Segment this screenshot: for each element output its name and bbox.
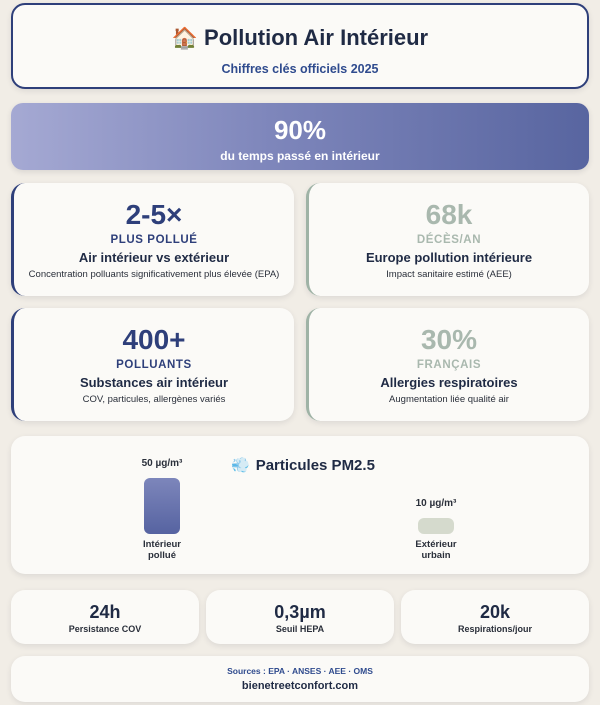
footer-site-link[interactable]: bienetreetconfort.com — [241, 680, 359, 692]
header-card — [11, 3, 589, 89]
stat-title: Allergies respiratoires — [380, 375, 518, 390]
stat-title: Europe pollution intérieure — [365, 250, 533, 265]
pm25-title — [231, 456, 375, 474]
banner-label: du temps passé en intérieur — [220, 149, 380, 163]
pm-bar-value-label: 50 µg/m³ — [141, 458, 183, 469]
stat-unit: POLLUANTS — [116, 359, 192, 371]
stat-value: 68k — [425, 199, 473, 230]
pm-bar-label — [386, 539, 486, 561]
pm25-card — [11, 436, 589, 574]
mini-stat-value: 20k — [479, 602, 511, 622]
stat-card-pollution-ratio — [11, 183, 294, 296]
stat-value: 30% — [420, 324, 478, 355]
pm-bar-label-line: pollué — [148, 550, 176, 561]
banner-value: 90% — [273, 115, 327, 145]
footer-card — [11, 656, 589, 702]
wind-icon: 💨 — [231, 457, 250, 474]
pm-bar-indoor — [144, 478, 180, 534]
stat-title: Substances air intérieur — [79, 375, 229, 390]
pm-bar-label-line: urbain — [421, 550, 451, 561]
pm-bar-label-line: Extérieur — [415, 539, 457, 550]
mini-stat-breaths — [401, 590, 589, 644]
mini-stat-voc — [11, 590, 199, 644]
stat-description: Augmentation liée qualité air — [389, 394, 509, 405]
stat-description: Concentration polluants significativement plus élevée (EPA) — [28, 269, 280, 280]
pm-bar-value-label: 10 µg/m³ — [415, 498, 457, 509]
pm-bar-label-line: Intérieur — [142, 539, 181, 550]
stat-value: 400+ — [122, 324, 186, 355]
page-subtitle: Chiffres clés officiels 2025 — [221, 62, 379, 76]
stat-title: Air intérieur vs extérieur — [78, 250, 230, 265]
mini-stat-label: Respirations/jour — [457, 624, 532, 634]
time-indoors-banner — [11, 103, 589, 170]
mini-stat-hepa — [206, 590, 394, 644]
stat-card-pollutants — [11, 308, 294, 421]
stat-unit: FRANÇAIS — [416, 359, 482, 371]
stat-unit: PLUS POLLUÉ — [110, 234, 198, 246]
stat-unit: DÉCÈS/AN — [416, 234, 482, 246]
stat-card-allergies — [306, 308, 589, 421]
house-icon: 🏠 — [171, 27, 199, 50]
stat-card-deaths — [306, 183, 589, 296]
page-title — [13, 25, 587, 51]
pm-bar-outdoor — [418, 518, 454, 534]
mini-stat-value: 0,3µm — [274, 602, 326, 622]
mini-stat-label: Persistance COV — [68, 624, 142, 634]
pm-bar-label — [112, 539, 212, 561]
stat-description: COV, particules, allergènes variés — [82, 394, 226, 405]
mini-stat-label: Seuil HEPA — [275, 624, 325, 634]
mini-stat-value: 24h — [89, 602, 121, 622]
pm25-title-text: Particules PM2.5 — [255, 457, 375, 474]
footer-sources: Sources : EPA · ANSES · AEE · OMS — [227, 666, 373, 676]
stat-description: Impact sanitaire estimé (AEE) — [386, 269, 512, 280]
page-title-text: Pollution Air Intérieur — [204, 25, 429, 50]
stat-value: 2-5× — [125, 199, 183, 230]
